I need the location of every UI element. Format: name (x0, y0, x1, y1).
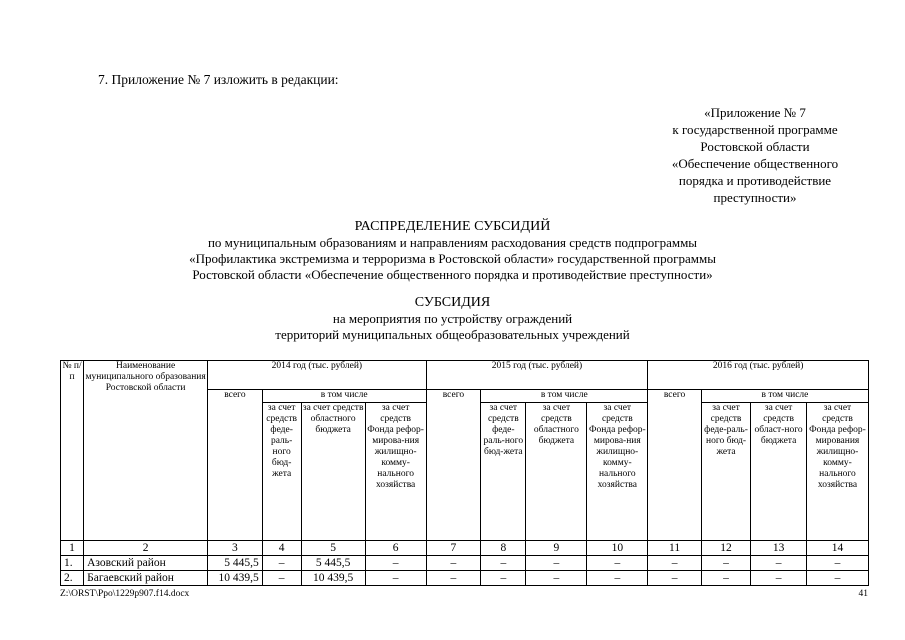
header-fund: за счет средств Фонда рефор-мирова-ния жилищно-комму-нального хозяйства (587, 403, 648, 541)
header-year-2015: 2015 год (тыс. рублей) (426, 361, 648, 390)
row-value: – (481, 571, 526, 586)
header-total: всего (208, 390, 263, 541)
table-row (61, 556, 869, 571)
column-number: 4 (262, 541, 301, 556)
footer-file-path: Z:\ORST\Ppo\1229p907.f14.docx (60, 589, 190, 599)
row-value: – (426, 556, 481, 571)
column-number: 14 (806, 541, 868, 556)
annex-line: «Приложение № 7 (704, 105, 806, 120)
row-value: – (701, 571, 750, 586)
row-value: – (526, 556, 587, 571)
header-year-2016: 2016 год (тыс. рублей) (648, 361, 869, 390)
column-number: 5 (301, 541, 365, 556)
row-value: 10 439,5 (301, 571, 365, 586)
document-title (0, 218, 905, 283)
header-no: № п/п (61, 361, 84, 541)
column-number: 9 (526, 541, 587, 556)
row-municipality: Азовский район (84, 556, 208, 571)
column-number: 8 (481, 541, 526, 556)
header-including: в том числе (481, 390, 648, 403)
title-line: «Профилактика экстремизма и терроризма в Ростовской области» государственной программы (189, 251, 716, 266)
annex-header (640, 104, 870, 206)
row-value: – (751, 571, 807, 586)
subtitle-heading: СУБСИДИЯ (414, 295, 491, 310)
header-including: в том числе (701, 390, 868, 403)
subtitle-line: территорий муниципальных общеобразовательных учреждений (275, 327, 630, 342)
annex-line: к государственной программе (672, 122, 838, 137)
row-value: – (426, 571, 481, 586)
header-including: в том числе (262, 390, 426, 403)
header-regional: за счет средств област-ного бюджета (751, 403, 807, 541)
column-number: 7 (426, 541, 481, 556)
title-line: Ростовской области «Обеспечение общественного порядка и противодействие преступности» (192, 267, 713, 282)
header-regional: за счет средств областного бюджета (301, 403, 365, 541)
row-no: 2. (61, 571, 84, 586)
header-fund: за счет средств Фонда рефор-мирова-ния жилищно-комму-нального хозяйства (365, 403, 426, 541)
column-number: 11 (648, 541, 702, 556)
row-value: – (806, 556, 868, 571)
row-value: – (701, 556, 750, 571)
document-subtitle (0, 294, 905, 343)
title-line: по муниципальным образованиям и направлениям расходования средств подпрограммы (207, 235, 698, 250)
row-value: – (365, 571, 426, 586)
row-value: 5 445,5 (301, 556, 365, 571)
page-number: 41 (858, 589, 868, 599)
row-value: – (481, 556, 526, 571)
annex-line: «Обеспечение общественного (671, 156, 839, 171)
row-value: – (262, 571, 301, 586)
column-number: 10 (587, 541, 648, 556)
row-no: 1. (61, 556, 84, 571)
row-value: – (526, 571, 587, 586)
column-number: 1 (61, 541, 84, 556)
header-total: всего (648, 390, 702, 541)
row-value: 10 439,5 (208, 571, 263, 586)
column-number: 2 (84, 541, 208, 556)
annex-line: Ростовской области (700, 139, 810, 154)
row-value: – (648, 571, 702, 586)
row-municipality: Багаевский район (84, 571, 208, 586)
column-number: 3 (208, 541, 263, 556)
title-heading: РАСПРЕДЕЛЕНИЕ СУБСИДИЙ (354, 219, 551, 234)
header-total: всего (426, 390, 481, 541)
column-number: 13 (751, 541, 807, 556)
header-federal: за счет средств феде-раль-ного бюд-жета (262, 403, 301, 541)
subtitle-line: на мероприятия по устройству ограждений (332, 311, 573, 326)
row-value: – (365, 556, 426, 571)
row-value: 5 445,5 (208, 556, 263, 571)
row-value: – (806, 571, 868, 586)
annex-line: преступности» (713, 190, 797, 205)
column-number: 6 (365, 541, 426, 556)
row-value: – (262, 556, 301, 571)
row-value: – (751, 556, 807, 571)
row-value: – (648, 556, 702, 571)
table-row (61, 571, 869, 586)
column-number: 12 (701, 541, 750, 556)
subsidy-table (60, 360, 869, 586)
row-value: – (587, 571, 648, 586)
header-fund: за счет средств Фонда рефор-мирования жилищно-комму-нального хозяйства (806, 403, 868, 541)
header-federal: за счет средств феде-раль-ного бюд-жета (701, 403, 750, 541)
intro-text: 7. Приложение № 7 изложить в редакции: (98, 72, 339, 87)
header-regional: за счет средств областного бюджета (526, 403, 587, 541)
header-federal: за счет средств феде-раль-ного бюд-жета (481, 403, 526, 541)
row-value: – (587, 556, 648, 571)
header-year-2014: 2014 год (тыс. рублей) (208, 361, 427, 390)
annex-line: порядка и противодействие (678, 173, 832, 188)
header-municipality: Наименование муниципального образования Ростовской области (84, 361, 208, 541)
